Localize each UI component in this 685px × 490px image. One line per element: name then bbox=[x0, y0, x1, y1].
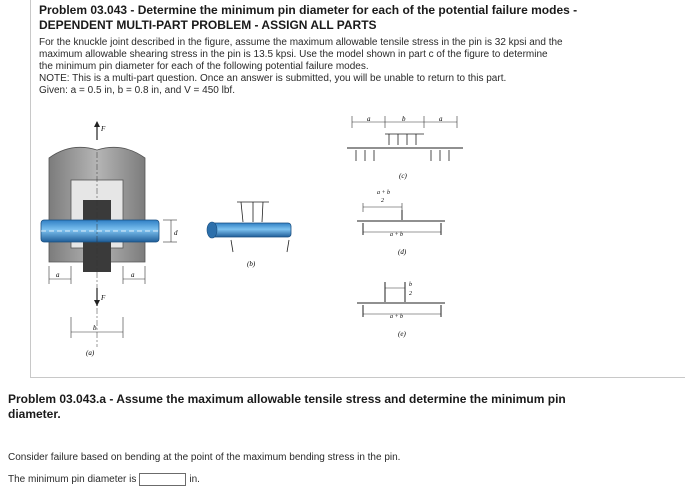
answer-label: The minimum pin diameter is bbox=[8, 474, 137, 485]
e-dim-bottom: a + b bbox=[390, 314, 404, 320]
panel-c-label: (c) bbox=[399, 172, 407, 180]
panel-c-distributed-load bbox=[347, 115, 463, 180]
dimension-b-label: b bbox=[93, 324, 97, 332]
problem-statement bbox=[39, 37, 679, 97]
problem-title-line2: DEPENDENT MULTI-PART PROBLEM - ASSIGN ALL PARTS bbox=[39, 18, 377, 32]
e-dim-top-den: 2 bbox=[409, 291, 412, 297]
dimension-a-right-label: a bbox=[131, 271, 135, 279]
d-dim-top-num: a + b bbox=[377, 190, 391, 196]
statement-line-1: For the knuckle joint described in the figure, assume the maximum allowable tensile stress in the pin is 32 kpsi and the bbox=[39, 37, 563, 48]
panel-a-label: (a) bbox=[86, 349, 95, 357]
panel-e-concentrated-load bbox=[357, 282, 445, 338]
part-a-instruction: Consider failure based on bending at the point of the maximum bending stress in the pin. bbox=[8, 452, 401, 463]
panel-e-label: (e) bbox=[398, 330, 406, 338]
panel-b-pin bbox=[207, 202, 291, 268]
part-a-title-line1: Problem 03.043.a - Assume the maximum allowable tensile stress and determine the minimum pin bbox=[8, 392, 566, 406]
part-a-title bbox=[8, 392, 683, 422]
panel-b-label: (b) bbox=[247, 260, 256, 268]
c-dim-a2: a bbox=[439, 115, 443, 123]
problem-title bbox=[39, 3, 685, 33]
force-label-top: F bbox=[101, 125, 106, 133]
statement-line-2: maximum allowable shearing stress in the pin is 13.5 kpsi. Use the model shown in part c of the figure to determine bbox=[39, 49, 548, 60]
force-label-bottom: F bbox=[101, 294, 106, 302]
panel-d-concentrated-load bbox=[357, 190, 445, 256]
answer-unit: in. bbox=[189, 474, 200, 485]
pin-diameter-input[interactable] bbox=[139, 473, 186, 486]
panel-a-knuckle bbox=[41, 121, 178, 357]
problem-card bbox=[30, 0, 685, 378]
d-dim-bottom: a + b bbox=[390, 232, 404, 238]
statement-line-3: the minimum pin diameter for each of the following potential failure modes. bbox=[39, 61, 369, 72]
answer-row bbox=[8, 473, 200, 486]
part-a-title-line2: diameter. bbox=[8, 407, 61, 421]
d-dim-top-den: 2 bbox=[381, 198, 384, 204]
panel-d-label: (d) bbox=[398, 248, 407, 256]
e-dim-top-num: b bbox=[409, 282, 412, 288]
c-dim-b: b bbox=[402, 115, 406, 123]
dimension-a-left-label: a bbox=[56, 271, 60, 279]
diameter-label: d bbox=[174, 229, 178, 237]
problem-note: NOTE: This is a multi-part question. Once an answer is submitted, you will be unable to return to this part. bbox=[39, 73, 507, 84]
c-dim-a1: a bbox=[367, 115, 371, 123]
knuckle-joint-figure bbox=[31, 112, 685, 374]
problem-given: Given: a = 0.5 in, b = 0.8 in, and V = 450 lbf. bbox=[39, 85, 235, 96]
problem-title-line1: Problem 03.043 - Determine the minimum pin diameter for each of the potential failure modes - bbox=[39, 3, 578, 17]
